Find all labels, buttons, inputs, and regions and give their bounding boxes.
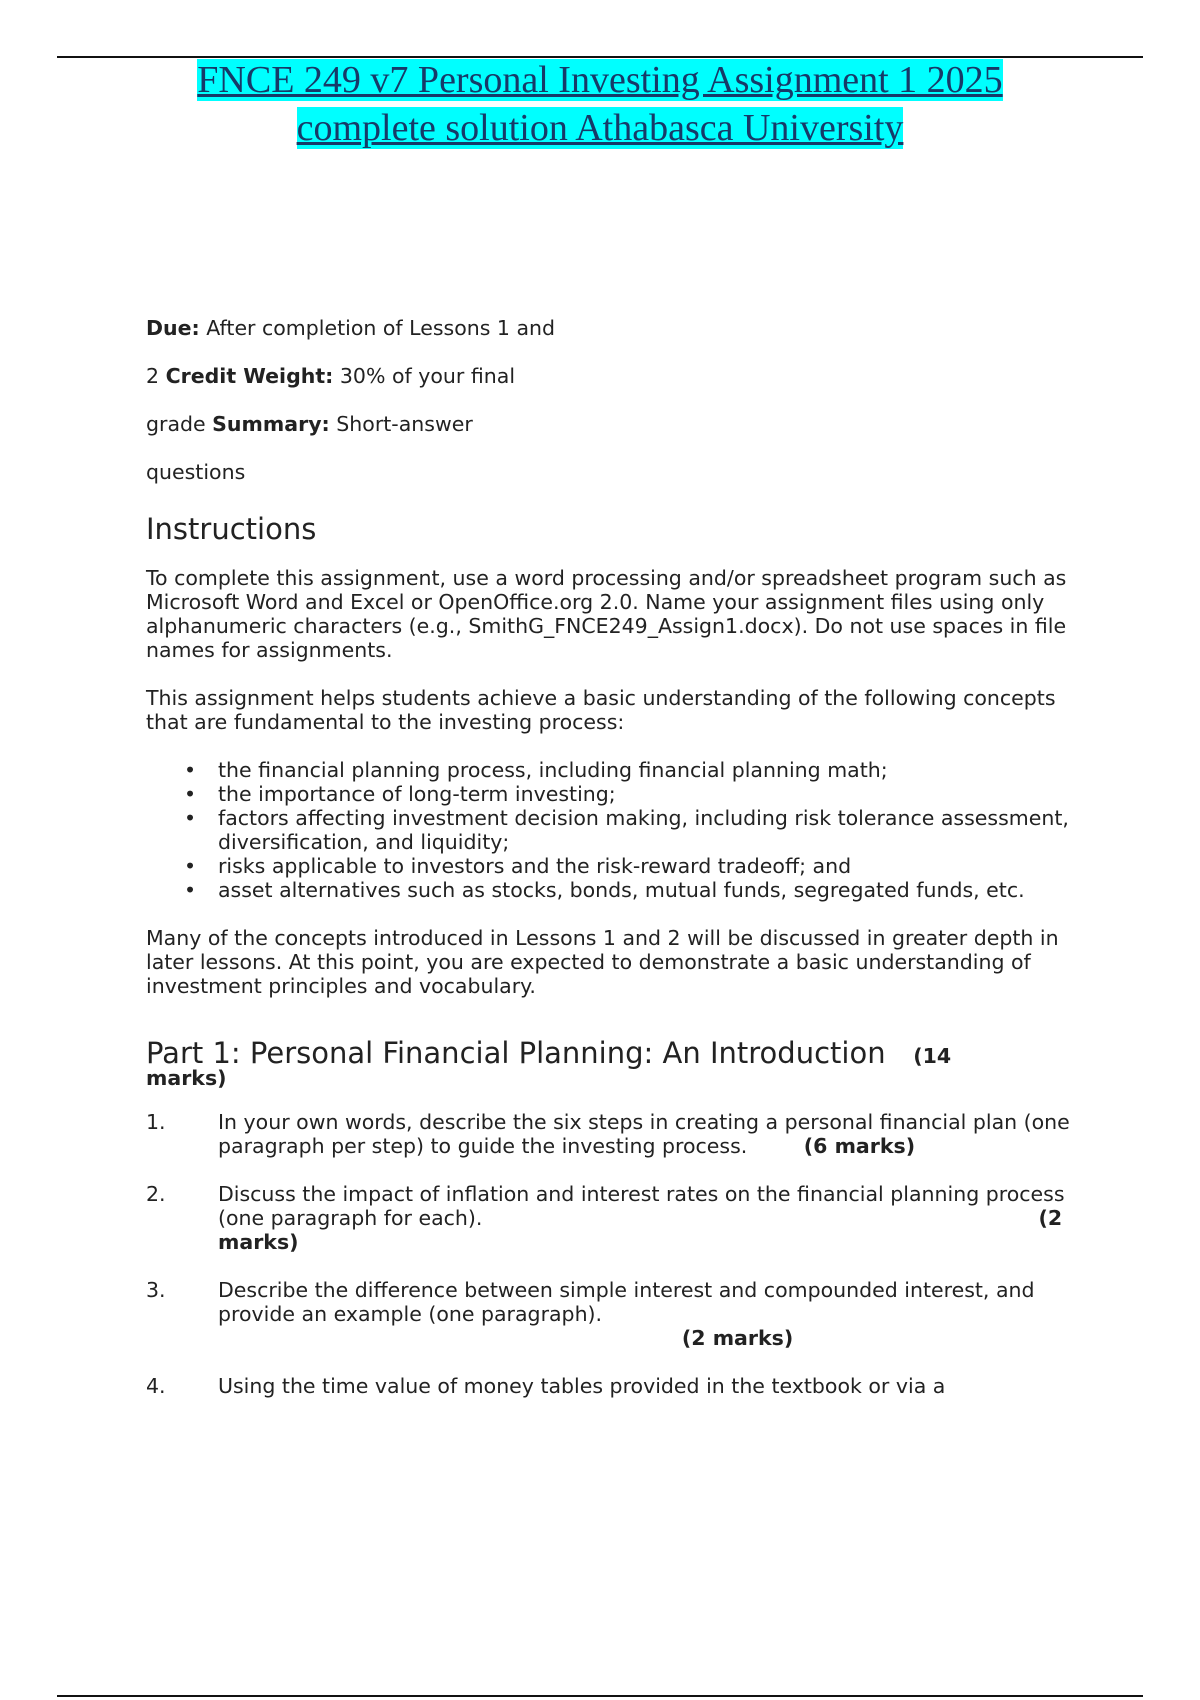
question-marks-open: (2 bbox=[681, 1326, 706, 1350]
question-number: 1. bbox=[146, 1110, 166, 1134]
part1-questions bbox=[146, 1110, 1086, 1398]
document-title bbox=[0, 56, 1200, 152]
list-item bbox=[146, 782, 1086, 806]
summary-value-tail: questions bbox=[146, 460, 246, 484]
meta-credit-line bbox=[146, 364, 1086, 388]
summary-value: Short-answer bbox=[336, 412, 473, 436]
summary-label: Summary: bbox=[212, 412, 330, 436]
question-marks bbox=[754, 1134, 915, 1158]
title-link-line1[interactable]: FNCE 249 v7 Personal Investing Assignment 1 2025 bbox=[197, 59, 1003, 101]
question-item bbox=[146, 1182, 1086, 1254]
instructions-heading: Instructions bbox=[146, 512, 317, 546]
title-link-line2[interactable]: complete solution Athabasca University bbox=[296, 107, 904, 149]
question-item bbox=[146, 1374, 1086, 1398]
list-item bbox=[146, 878, 1086, 902]
credit-prefix: 2 bbox=[146, 364, 160, 388]
question-text: Using the time value of money tables provided in the textbook or via a bbox=[218, 1374, 946, 1398]
part1-title: Part 1: Personal Financial Planning: An Introduction bbox=[146, 1036, 886, 1070]
bullet-icon: • bbox=[184, 806, 197, 830]
list-item-text: risks applicable to investors and the risk-reward tradeoff; and bbox=[218, 854, 852, 878]
list-item bbox=[146, 758, 1086, 782]
part1-marks-open: (14 bbox=[913, 1044, 952, 1068]
due-label: Due: bbox=[146, 316, 200, 340]
part1-marks-close: marks) bbox=[146, 1066, 227, 1090]
meta-summary-line bbox=[146, 412, 1086, 436]
list-item-text: asset alternatives such as stocks, bonds, mutual funds, segregated funds, etc. bbox=[218, 878, 1025, 902]
list-item bbox=[146, 806, 1086, 854]
bottom-rule bbox=[57, 1695, 1143, 1697]
question-marks bbox=[218, 1326, 793, 1350]
instructions-paragraph-1: To complete this assignment, use a word processing and/or spreadsheet program such as Microsoft Word and Excel or OpenOffice.org 2.0. Name your assignment files using only alphanumeric characters (e.g., SmithG_FNCE249_Assign1.docx). Do not use spaces in file names for assignments. bbox=[146, 566, 1067, 662]
question-number: 4. bbox=[146, 1374, 166, 1398]
concepts-list bbox=[146, 758, 1086, 902]
document-body bbox=[146, 316, 1086, 1422]
list-item bbox=[146, 854, 1086, 878]
list-item-text: the importance of long-term investing; bbox=[218, 782, 616, 806]
meta-due-line bbox=[146, 316, 1086, 340]
question-marks-open: (6 bbox=[803, 1134, 828, 1158]
question-item bbox=[146, 1110, 1086, 1158]
bullet-icon: • bbox=[184, 782, 197, 806]
credit-value: 30% of your final bbox=[339, 364, 516, 388]
bullet-icon: • bbox=[184, 878, 197, 902]
bullet-icon: • bbox=[184, 758, 197, 782]
question-text: In your own words, describe the six steps in creating a personal financial plan (one paragraph per step) to guide the investing process. bbox=[218, 1110, 1070, 1158]
list-item-text: factors affecting investment decision making, including risk tolerance assessment, diversification, and liquidity; bbox=[218, 806, 1069, 854]
question-item bbox=[146, 1278, 1086, 1350]
summary-prefix: grade bbox=[146, 412, 206, 436]
bullet-icon: • bbox=[184, 854, 197, 878]
credit-label: Credit Weight: bbox=[165, 364, 334, 388]
part1-heading bbox=[146, 1038, 1086, 1088]
meta-questions-line bbox=[146, 460, 1086, 484]
question-marks-close: marks) bbox=[834, 1134, 916, 1158]
question-number: 3. bbox=[146, 1278, 166, 1302]
question-number: 2. bbox=[146, 1182, 166, 1206]
instructions-paragraph-3: Many of the concepts introduced in Lessons 1 and 2 will be discussed in greater depth in later lessons. At this point, you are expected to demonstrate a basic understanding of investment principles and vocabulary. bbox=[146, 926, 1059, 998]
question-marks-close: marks) bbox=[218, 1230, 299, 1254]
instructions-paragraph-2: This assignment helps students achieve a basic understanding of the following concepts that are fundamental to the investing process: bbox=[146, 686, 1056, 734]
list-item-text: the financial planning process, including financial planning math; bbox=[218, 758, 888, 782]
question-text: Describe the difference between simple interest and compounded interest, and provide an example (one paragraph). bbox=[218, 1278, 1035, 1326]
question-text: Discuss the impact of inflation and interest rates on the financial planning process (one paragraph for each). bbox=[218, 1182, 1065, 1230]
due-value: After completion of Lessons 1 and bbox=[206, 316, 556, 340]
question-marks-open: (2 bbox=[1038, 1206, 1063, 1230]
question-marks-close: marks) bbox=[712, 1326, 794, 1350]
